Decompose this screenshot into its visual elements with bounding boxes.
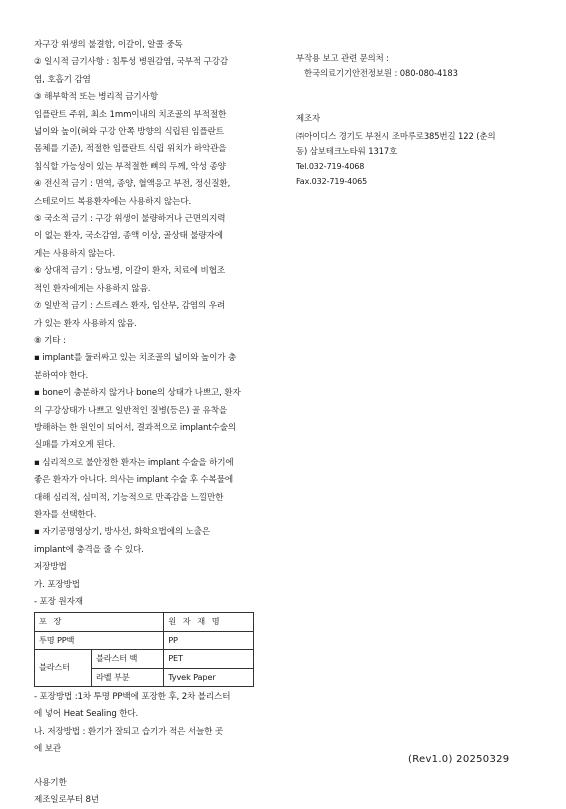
table-cell: 라벨 부분 xyxy=(92,668,164,686)
text-line: ⑧ 기타 : xyxy=(34,335,66,346)
text-line: 에 넣어 Heat Sealing 한다. xyxy=(34,709,139,720)
text-line: ⑤ 국소적 금기 : 구강 위생이 불량하거나 근면의지력 xyxy=(34,214,226,225)
text-line: 자구강 위생의 불결함, 이갈이, 알콜 중독 xyxy=(34,40,183,50)
table-cell: PP xyxy=(164,631,254,649)
text-line: 좋은 환자가 아니다. 의사는 implant 수술 후 수복물에 xyxy=(34,475,234,486)
table-cell: 블라스터 백 xyxy=(92,650,164,668)
text-line: ▪ 심리적으로 불안정한 환자는 implant 수술을 하기에 xyxy=(34,457,234,468)
text-line: ▪ implant를 둘러싸고 있는 치조골의 넓이와 높이가 충 xyxy=(34,353,237,364)
text-line: 환자를 선택한다. xyxy=(34,509,97,520)
table-cell: PET xyxy=(164,650,254,668)
text-line: implant에 충격을 줄 수 있다. xyxy=(34,544,144,555)
table-header-cell: 포 장 xyxy=(35,613,164,631)
manufacturer-fax: Fax.032-719-4065 xyxy=(296,177,368,186)
text-line: ② 일시적 금기사항 : 침투성 병원감염, 국부적 구강감 xyxy=(34,57,228,68)
text-line: 넓이와 높이(혀와 구강 안쪽 방향의 식립된 임플란트 xyxy=(34,127,224,138)
text-line: ⑦ 일반적 금기 : 스트레스 환자, 임산부, 감염의 우려 xyxy=(34,301,225,312)
table-cell: 블라스터 xyxy=(35,650,92,687)
text-line: 스테로이드 복용환자에는 사용하지 않는다. xyxy=(34,196,192,207)
manufacturer-tel: Tel.032-719-4068 xyxy=(296,162,365,171)
subheading-packaging: 가. 포장방법 xyxy=(34,579,80,590)
text-line: 대해 심리적, 심미적, 기능적으로 만족감을 느낄만한 xyxy=(34,492,224,503)
text-line: ▪ bone이 충분하지 않거나 bone의 상태가 나쁘고, 환자 xyxy=(34,388,241,399)
text-line: 방해하는 한 원인이 되어서, 결과적으로 implant수술의 xyxy=(34,422,237,433)
text-line: ▪ 자기공명영상기, 방사선, 화학요법에의 노출은 xyxy=(34,527,211,538)
text-line: 적인 환자에게는 사용하지 않음. xyxy=(34,283,151,294)
text-line: ⑥ 상대적 금기 : 당뇨병, 이갈이 환자, 치료에 비협조 xyxy=(34,266,225,277)
text-line: ③ 해부학적 또는 병리적 금기사항 xyxy=(34,92,158,103)
left-column xyxy=(34,37,274,809)
subheading-raw-material: - 포장 원자재 xyxy=(34,597,83,607)
table-row xyxy=(35,650,254,668)
section-heading-expiry: 사용기한 xyxy=(34,777,67,788)
text-line: 가 있는 환자 사용하지 않음. xyxy=(34,318,137,329)
text-line: 게는 사용하지 않는다. xyxy=(34,248,116,259)
text-line: 이 없는 환자, 국소감염, 종액 이상, 골상태 불량자에 xyxy=(34,231,223,242)
manufacturer-address: 동) 삼보테크노타워 1317호 xyxy=(296,146,398,156)
expiry-text: 제조일로부터 8년 xyxy=(34,795,99,806)
text-line: 나. 저장방법 : 환기가 잘되고 습기가 적은 서늘한 곳 xyxy=(34,726,224,737)
text-line: 염, 호흡기 감염 xyxy=(34,74,91,85)
manufacturer-title: 제조자 xyxy=(296,113,320,123)
revision-label: (Rev1.0) 20250329 xyxy=(408,754,510,765)
text-line: 에 보관 xyxy=(34,744,62,755)
table-header-cell: 원 자 재 명 xyxy=(164,613,254,631)
table-cell: Tyvek Paper xyxy=(164,668,254,686)
table-cell: 투명 PP백 xyxy=(35,631,164,649)
table-header-row xyxy=(35,613,254,631)
text-line: 실패를 가져오게 된다. xyxy=(34,440,116,451)
packaging-material-table xyxy=(34,612,254,687)
text-line: 몸체를 기준), 적절한 임플란트 식립 위치가 하악관을 xyxy=(34,144,227,155)
text-line: 의 구강상태가 나쁘고 일반적인 질병(등은) 골 유착을 xyxy=(34,405,228,416)
text-line: 침식할 가능성이 있는 부적절한 뼈의 두께, 악성 종양 xyxy=(34,161,226,172)
table-row xyxy=(35,631,254,649)
text-line: 분하여야 한다. xyxy=(34,370,89,381)
report-contact-title: 부작용 보고 관련 문의처 : xyxy=(296,53,389,63)
report-contact-info: 한국의료기기안전정보원 : 080-080-4183 xyxy=(304,68,458,78)
text-line: ④ 전신적 금기 : 면역, 종양, 혈액응고 부전, 정신질환, xyxy=(34,179,231,190)
text-line: - 포장방법 :1차 투명 PP백에 포장한 후, 2차 블리스터 xyxy=(34,692,231,703)
manufacturer-address: ㈜아이디스 경기도 부천시 조마루로385번길 122 (춘의 xyxy=(296,131,496,141)
right-column xyxy=(296,51,536,189)
section-heading-storage: 저장방법 xyxy=(34,562,67,573)
text-line: 임플란트 주위, 최소 1mm이내의 치조골의 부적절한 xyxy=(34,109,227,120)
